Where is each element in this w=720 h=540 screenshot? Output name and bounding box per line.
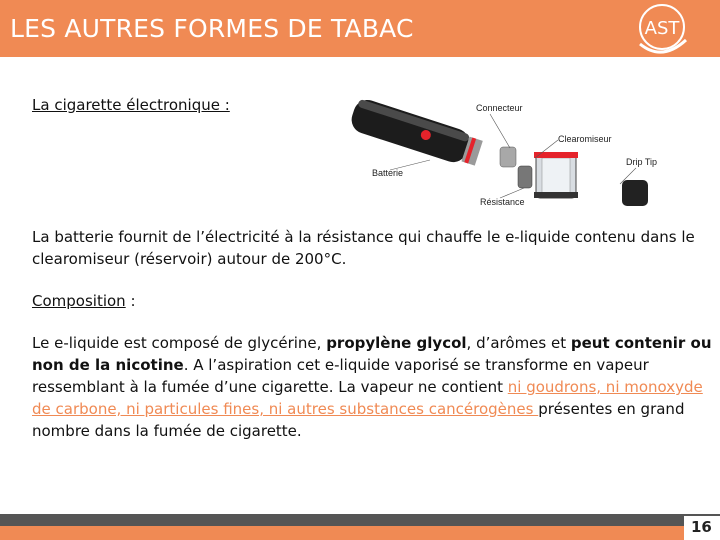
text-part2: , d’arômes et [466,334,571,352]
composition-label: Composition [32,292,126,310]
text-bold-propylene: propylène glycol [326,334,467,352]
text-bold-nicotine: peut contenir ou non de la nicotine [32,334,712,374]
battery-paragraph: La batterie fournit de l’électricité à la résistance qui chauffe le e-liquide contenu dans le clearomiseur (réservoir) autour de 200°C. [32,228,695,268]
composition-suffix: : [125,292,136,310]
e-cigarette-image [330,92,670,212]
text-part3: . A l’aspiration cet e-liquide vaporisé se transforme en vapeur ressemblant à la fumée d’une cigarette. La vapeur ne contient [32,356,649,396]
highlighted-substances: ni goudrons, ni monoxyde de carbone, ni particules fines, ni autres substances cancérogènes [32,378,703,418]
ast-logo [620,0,700,57]
composition-paragraph [32,332,716,442]
logo-text: AST [644,18,680,39]
page-title: LES AUTRES FORMES DE TABAC [10,14,414,43]
header-bar [0,0,720,57]
page-number: 16 [691,518,712,536]
label-batterie: Batterie [372,168,404,178]
composition-heading [32,290,136,312]
label-connecteur: Connecteur [476,103,523,113]
label-clearomiseur: Clearomiseur [558,134,612,144]
label-drip-tip: Drip Tip [626,157,658,167]
text-part4: présentes en grand nombre dans la fumée de cigarette. [32,400,685,440]
footer-orange-bar [0,526,720,540]
text-part1: Le e-liquide est composé de glycérine, [32,334,327,352]
section-title: La cigarette électronique : [32,96,230,114]
label-resistance: Résistance [480,197,525,207]
footer-dark-bar [0,514,720,526]
